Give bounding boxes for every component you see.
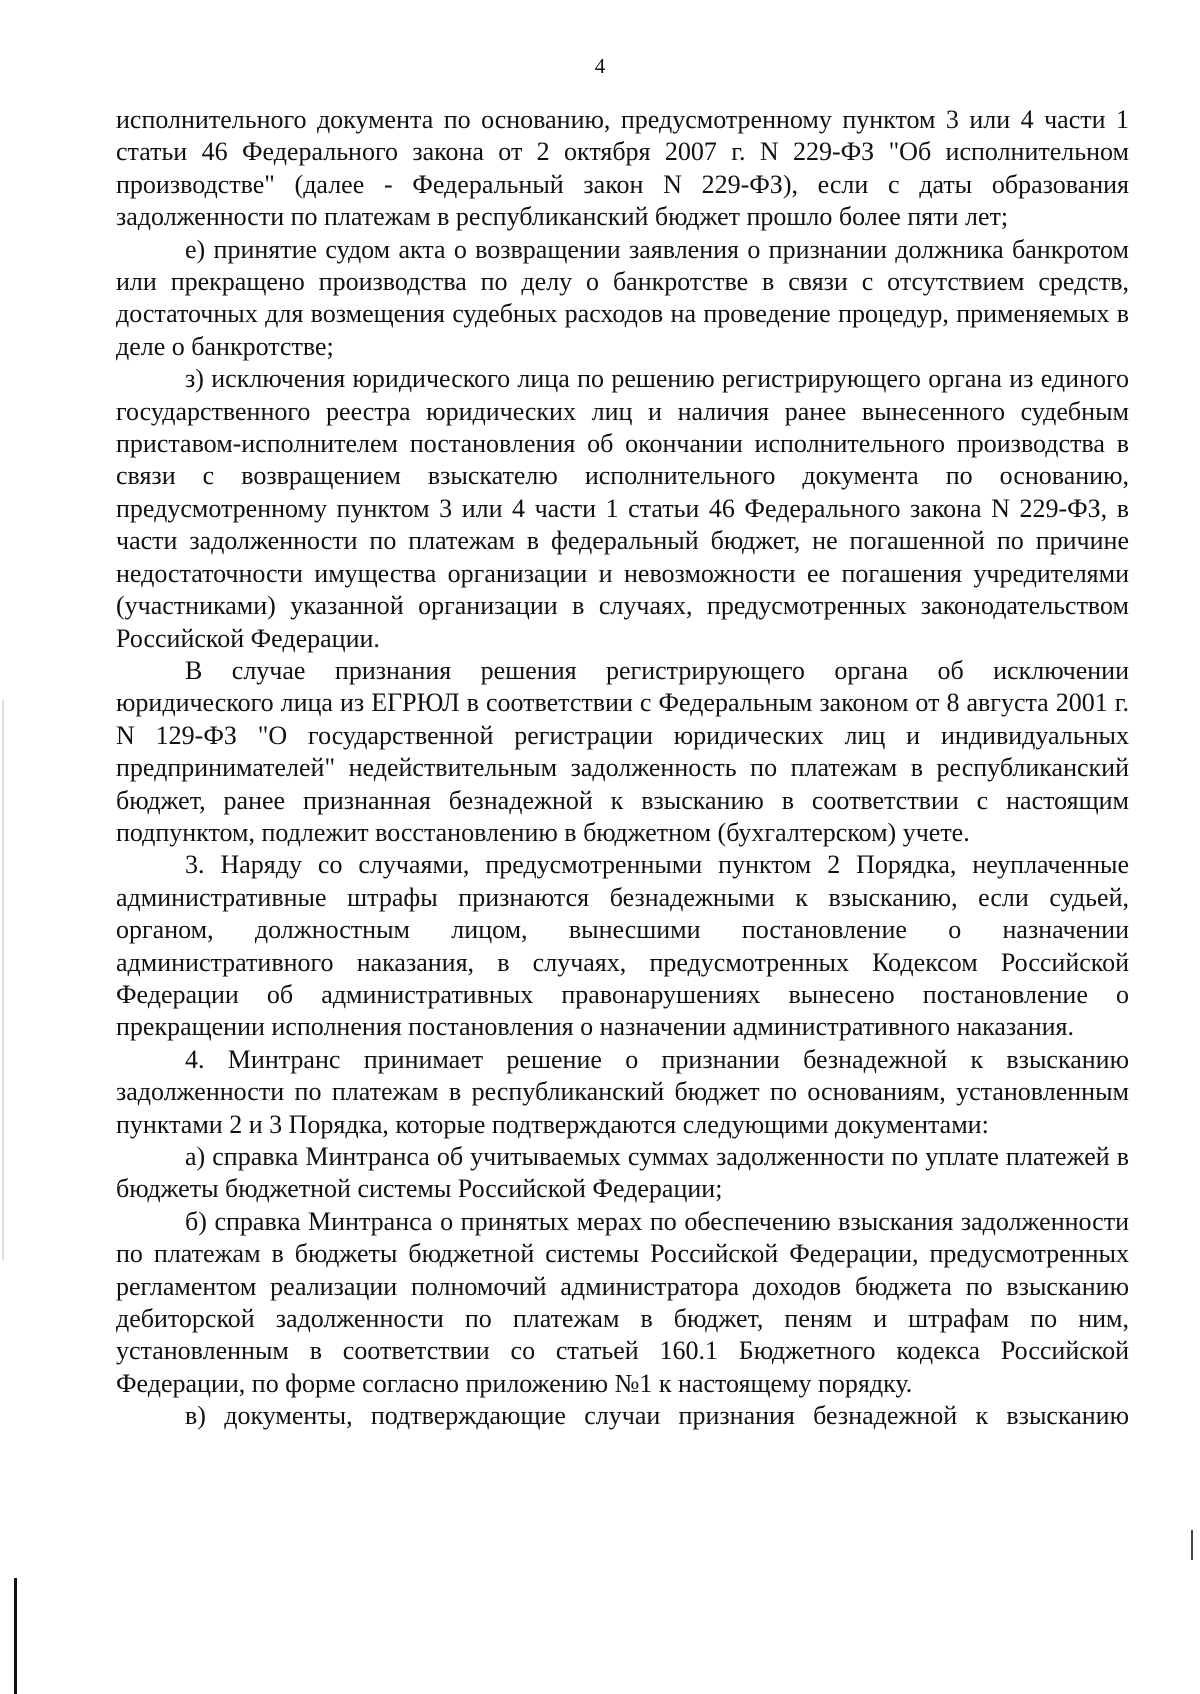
paragraph-continuation: исполнительного документа по основанию, предусмотренному пунктом 3 или 4 части 1 статьи 46 Федерального закона от 2 октября 2007 г. N 229-ФЗ "Об исполнительном производстве" (далее - Федеральный закон N 229-ФЗ), если с даты образования задолженности по платежам в республиканский бюджет прошло более пяти лет; bbox=[116, 105, 1129, 232]
paragraph-clause-4: 4. Минтранс принимает решение о признании безнадежной к взысканию задолженности по платежам в республиканский бюджет по основаниям, установленным пунктами 2 и 3 Порядка, которые подтверждаются следующими документами: bbox=[116, 1044, 1129, 1139]
scan-edge-mark-right bbox=[1191, 1530, 1193, 1560]
paragraph-egrul-restore: В случае признания решения регистрирующего органа об исключении юридического лица из ЕГРЮЛ в соответствии с Федеральным законом от 8 августа 2001 г. N 129-ФЗ "О государственной регистрации юридических лиц и индивидуальных предпринимателей" недействительным задолженность по платежам в республиканский бюджет, ранее признанная безнадежной к взысканию в соответствии с настоящим подпунктом, подлежит восстановлению в бюджетном (бухгалтерском) учете. bbox=[116, 655, 1129, 847]
scan-edge-mark-left bbox=[14, 1578, 17, 1694]
page-number: 4 bbox=[594, 54, 606, 78]
paragraph-item-b: б) справка Минтранса о принятых мерах по обеспечению взыскания задолженности по платежам в бюджеты бюджетной системы Российской Федерации, предусмотренных регламентом реализации полномочий администратора доходов бюджета по взысканию дебиторской задолженности по платежам в бюджет, пеням и штрафам по ним, установленным в соответствии со статьей 160.1 Бюджетного кодекса Российской Федерации, по форме согласно приложению №1 к настоящему порядку. bbox=[116, 1206, 1129, 1398]
scan-edge-shadow bbox=[2, 700, 4, 1260]
paragraph-clause-3: 3. Наряду со случаями, предусмотренными пунктом 2 Порядка, неуплаченные административные штрафы признаются безнадежными к взысканию, если судьей, органом, должностным лицом, вынесшими постановление о назначении административного наказания, в случаях, предусмотренных Кодексом Российской Федерации об административных правонарушениях вынесено постановление о прекращении исполнения постановления о назначении административного наказания. bbox=[116, 850, 1129, 1042]
paragraph-item-v: в) документы, подтверждающие случаи признания безнадежной к взысканию bbox=[185, 1401, 1129, 1431]
paragraph-item-z: з) исключения юридического лица по решению регистрирующего органа из единого государственного реестра юридических лиц и наличия ранее вынесенного судебным приставом-исполнителем постановления об окончании исполнительного производства в связи с возвращением взыскателю исполнительного документа по основанию, предусмотренному пунктом 3 или 4 части 1 статьи 46 Федерального закона N 229-ФЗ, в части задолженности по платежам в федеральный бюджет, не погашенной по причине недостаточности имущества организации и невозможности ее погашения учредителями (участниками) указанной организации в случаях, предусмотренных законодательством Российской Федерации. bbox=[116, 364, 1129, 653]
paragraph-item-a: а) справка Минтранса об учитываемых суммах задолженности по уплате платежей в бюджеты бюджетной системы Российской Федерации; bbox=[116, 1142, 1129, 1204]
paragraph-item-e: е) принятие судом акта о возвращении заявления о признании должника банкротом или прекращено производства по делу о банкротстве в связи с отсутствием средств, достаточных для возмещения судебных расходов на проведение процедур, применяемых в деле о банкротстве; bbox=[116, 234, 1129, 361]
document-body bbox=[116, 104, 1129, 1433]
